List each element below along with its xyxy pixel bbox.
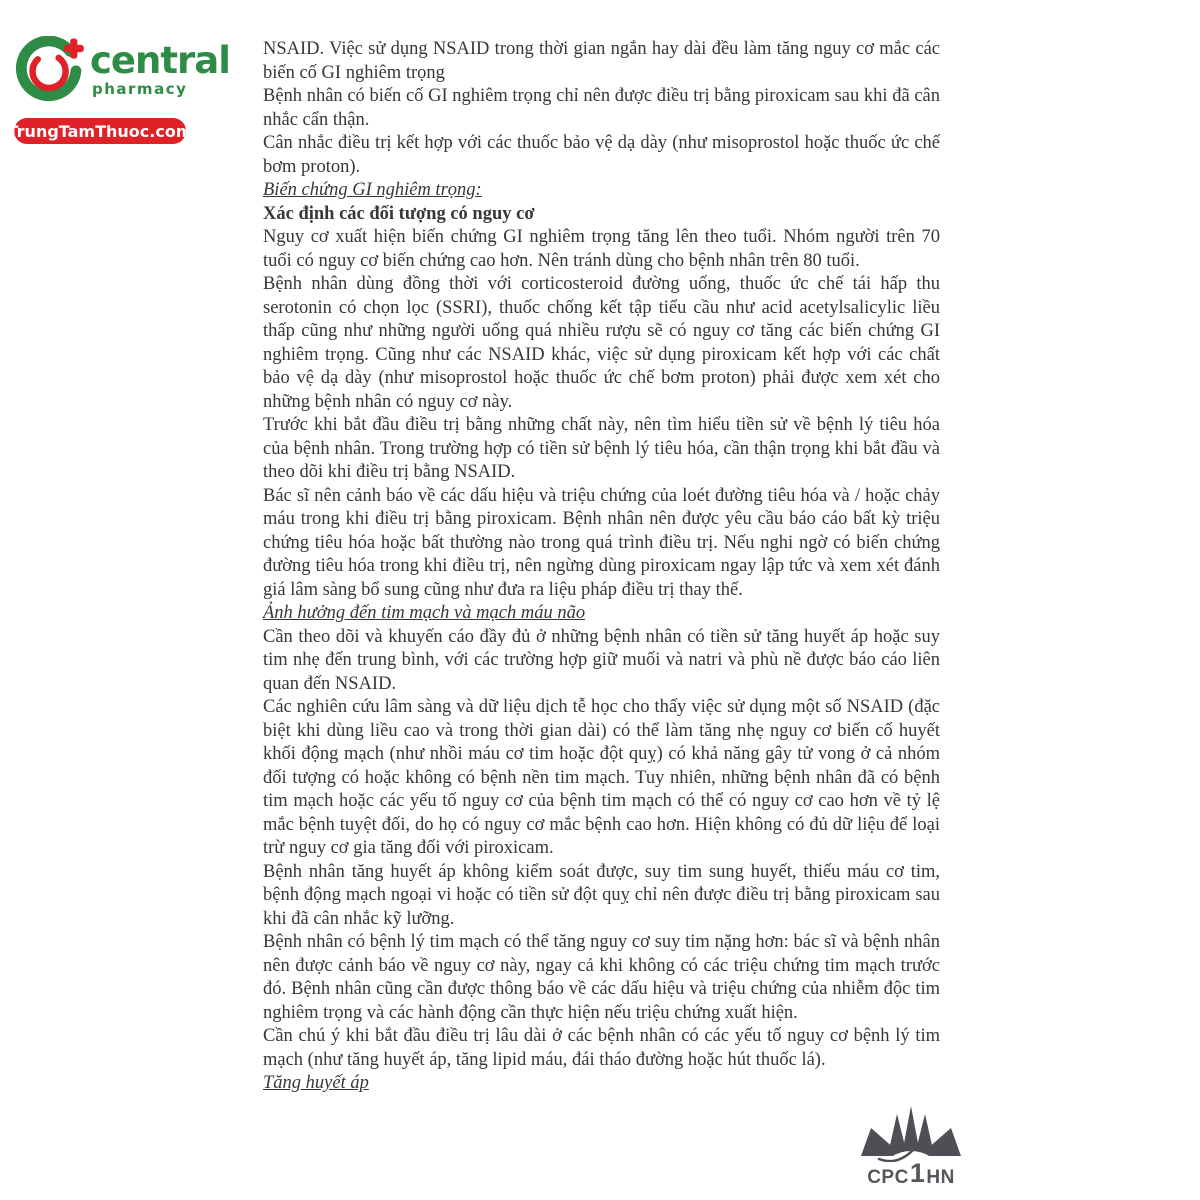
paragraph: NSAID. Việc sử dụng NSAID trong thời gian ngắn hay dài đều làm tăng nguy cơ mắc các biến cố GI nghiêm trọng: [263, 39, 940, 83]
paragraph: Các nghiên cứu lâm sàng và dữ liệu dịch tễ học cho thấy việc sử dụng một số NSAID (đặc biệt khi dùng liều cao và trong thời gian dài) có thể làm tăng nhẹ nguy cơ biến cố huyết khối động mạch (như nhồi máu cơ tim hoặc đột quỵ) có khả năng gây tử vong ở cả nhóm đối tượng có hoặc không có bệnh nền tim mạch. Tuy nhiên, những bệnh nhân đã có bệnh tim mạch hoặc các yếu tố nguy cơ của bệnh tim mạch có thể có nguy cơ cao hơn về tỷ lệ mắc bệnh tuyệt đối, do họ có nguy cơ mắc bệnh cao hơn. Hiện không có đủ dữ liệu để loại trừ nguy cơ gia tăng đối với piroxicam.: [263, 697, 940, 858]
cpc1hn-logo-text: [856, 1160, 966, 1187]
cpc1hn-logo: [856, 1104, 966, 1187]
central-pharmacy-brand-text: central: [90, 39, 230, 82]
section-heading: Ảnh hưởng đến tim mạch và mạch máu não: [263, 603, 586, 623]
paragraph: Trước khi bắt đầu điều trị bằng những chất này, nên tìm hiểu tiền sử về bệnh lý tiêu hóa của bệnh nhân. Trong trường hợp có tiền sử bệnh lý tiêu hóa, cần thận trọng khi bắt đầu và theo dõi khi điều trị bằng NSAID.: [263, 415, 940, 482]
document-body: [263, 38, 940, 1096]
section-heading: Biến chứng GI nghiêm trọng:: [263, 180, 482, 200]
cpc1hn-text-hn: HN: [926, 1167, 955, 1188]
central-pharmacy-c-plus-icon: [14, 36, 86, 110]
cpc1hn-text-cpc: CPC: [867, 1167, 909, 1188]
paragraph: Bệnh nhân dùng đồng thời với corticosteroid đường uống, thuốc ức chế tái hấp thu serotonin có chọn lọc (SSRI), thuốc chống kết tập tiểu cầu như acid acetylsalicylic liều thấp cũng như những người uống quá nhiều rượu sẽ có nguy cơ tăng các biến chứng GI nghiêm trọng. Cũng như các NSAID khác, việc sử dụng piroxicam kết hợp với các chất bảo vệ dạ dày (như misoprostol hoặc thuốc ức chế bơm proton) phải được xem xét cho những bệnh nhân có nguy cơ này.: [263, 274, 940, 412]
paragraph: Bác sĩ nên cảnh báo về các dấu hiệu và triệu chứng của loét đường tiêu hóa và / hoặc chảy máu trong khi điều trị bằng piroxicam. Bệnh nhân nên được yêu cầu báo cáo bất kỳ triệu chứng tiêu hóa hoặc bất thường nào trong quá trình điều trị. Nếu nghi ngờ có biến chứng đường tiêu hóa trong khi điều trị, nên ngừng dùng piroxicam ngay lập tức và xem xét đánh giá lâm sàng bổ sung cũng như đưa ra liệu pháp điều trị thay thế.: [263, 485, 940, 600]
section-heading: Xác định các đối tượng có nguy cơ: [263, 203, 535, 224]
paragraph: Cần chú ý khi bắt đầu điều trị lâu dài ở các bệnh nhân có các yếu tố nguy cơ bệnh lý tim mạch (như tăng huyết áp, tăng lipid máu, đái tháo đường hoặc hút thuốc lá).: [263, 1026, 940, 1070]
cpc1hn-emblem-icon: [859, 1104, 963, 1162]
paragraph: Bệnh nhân có bệnh lý tim mạch có thể tăng nguy cơ suy tim nặng hơn: bác sĩ và bệnh nhân nên được cảnh báo về nguy cơ này, ngay cả khi không có các triệu chứng tim mạch trước đó. Bệnh nhân cũng cần được thông báo về các dấu hiệu và triệu chứng của nhiễm độc tim nghiêm trọng và các hành động cần thực hiện nếu triệu chứng xuất hiện.: [263, 932, 940, 1023]
paragraph: Bệnh nhân tăng huyết áp không kiểm soát được, suy tim sung huyết, thiếu máu cơ tim, bệnh động mạch ngoại vi hoặc có tiền sử đột quỵ chỉ nên được điều trị bằng piroxicam sau khi đã cân nhắc kỹ lưỡng.: [263, 861, 940, 929]
cpc1hn-text-one: 1: [909, 1158, 926, 1188]
paragraph: Nguy cơ xuất hiện biến chứng GI nghiêm trọng tăng lên theo tuổi. Nhóm người trên 70 tuổi có nguy cơ biến chứng cao hơn. Nên tránh dùng cho bệnh nhân trên 80 tuổi.: [263, 227, 940, 271]
paragraph: Bệnh nhân có biến cố GI nghiêm trọng chỉ nên được điều trị bằng piroxicam sau khi đã cân nhắc cẩn thận.: [263, 86, 940, 130]
central-pharmacy-sub-text: pharmacy: [92, 80, 188, 98]
paragraph: Cần theo dõi và khuyến cáo đầy đủ ở những bệnh nhân có tiền sử tăng huyết áp hoặc suy tim nhẹ đến trung bình, với các trường hợp giữ muối và natri và phù nề được báo cáo liên quan đến NSAID.: [263, 626, 940, 694]
section-heading: Tăng huyết áp: [263, 1073, 369, 1093]
central-pharmacy-logo: [7, 36, 230, 144]
trungtamthuoc-badge: TrungTamThuoc.com: [14, 118, 186, 144]
paragraph: Cân nhắc điều trị kết hợp với các thuốc bảo vệ dạ dày (như misoprostol hoặc thuốc ức chế bơm proton).: [263, 133, 940, 177]
